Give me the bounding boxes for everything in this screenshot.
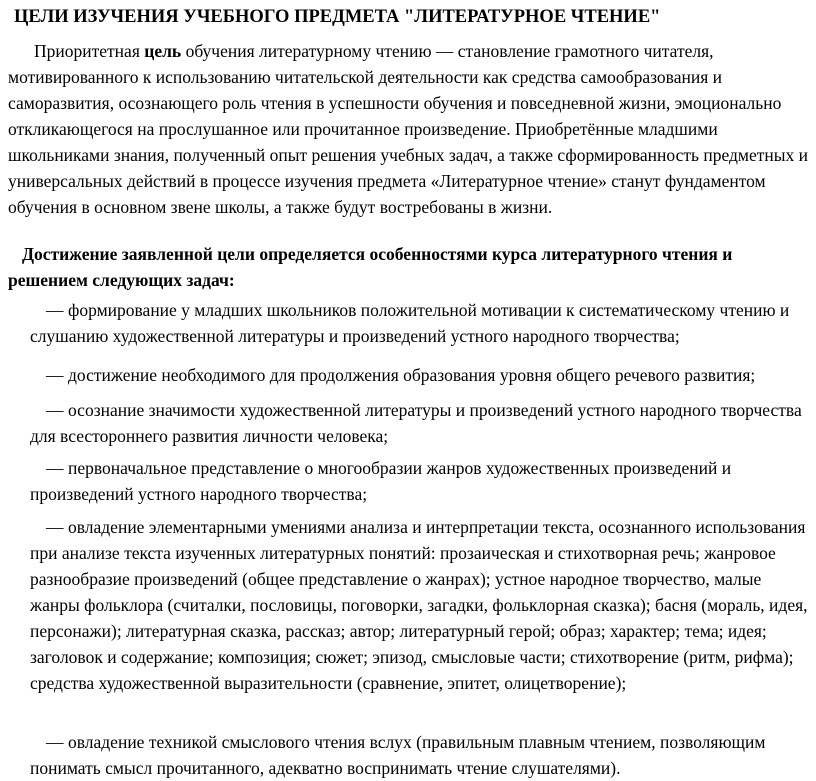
dash-marker: — — [46, 732, 64, 752]
task-item — [30, 455, 810, 507]
dash-marker: — — [46, 517, 64, 537]
intro-lead: Приоритетная — [34, 41, 145, 61]
task-text: овладение элементарными умениями анализа и интерпретации текста, осознанного использования при анализе текста изученных литературных понятий: прозаическая и стихотворная речь; жанровое разнообразие произведений (общее представление о жанрах); устное народное творчество, малые жанры фольклора (считалки, пословицы, поговорки, загадки, фольклорная сказка); басня (мораль, идея, персонажи); литературная сказка, рассказ; автор; литературный герой; образ; характер; тема; идея; заголовок и содержание; композиция; сюжет; эпизод, смысловые части; стихотворение (ритм, рифма); средства художественной выразительности (сравнение, эпитет, олицетворение); — [30, 517, 808, 693]
task-item — [30, 297, 810, 349]
task-text: овладение техникой смыслового чтения вслух (правильным плавным чтением, позволяющим понимать смысл прочитанного, адекватно воспринимать чтение слушателями). — [30, 732, 766, 778]
dash-marker: — — [46, 400, 64, 420]
intro-keyword: цель — [144, 41, 182, 61]
task-text: первоначальное представление о многообразии жанров художественных произведений и произведений устного народного творчества; — [30, 458, 732, 504]
task-item — [30, 397, 810, 449]
tasks-heading: Достижение заявленной цели определяется особенностями курса литературного чтения и решением следующих задач: — [8, 244, 733, 290]
intro-rest: обучения литературному чтению — становление грамотного читателя, мотивированного к использованию читательской деятельности как средства самообразования и саморазвития, осознающего роль чтения в успешности обучения и повседневной жизни, эмоционально откликающегося на прослушанное или прочитанное произведение. Приобретённые младшими школьниками знания, полученный опыт решения учебных задач, а также сформированность предметных и универсальных действий в процессе изучения предмета «Литературное чтение» станут фундаментом обучения в основном звене школы, а также будут востребованы в жизни. — [8, 41, 809, 217]
task-text: осознание значимости художественной литературы и произведений устного народного творчества для всестороннего развития личности человека; — [30, 400, 802, 446]
task-text: достижение необходимого для продолжения образования уровня общего речевого развития; — [68, 365, 756, 385]
page-title: ЦЕЛИ ИЗУЧЕНИЯ УЧЕБНОГО ПРЕДМЕТА "ЛИТЕРАТУРНОЕ ЧТЕНИЕ" — [14, 7, 661, 27]
dash-marker: — — [46, 458, 64, 478]
dash-marker: — — [46, 300, 64, 320]
dash-marker: — — [46, 365, 64, 385]
task-item — [30, 514, 810, 696]
task-text: формирование у младших школьников положительной мотивации к систематическому чтению и слушанию художественной литературы и произведений устного народного творчества; — [30, 300, 790, 346]
task-item — [30, 362, 810, 388]
intro-paragraph — [8, 38, 808, 220]
task-item — [30, 729, 810, 781]
